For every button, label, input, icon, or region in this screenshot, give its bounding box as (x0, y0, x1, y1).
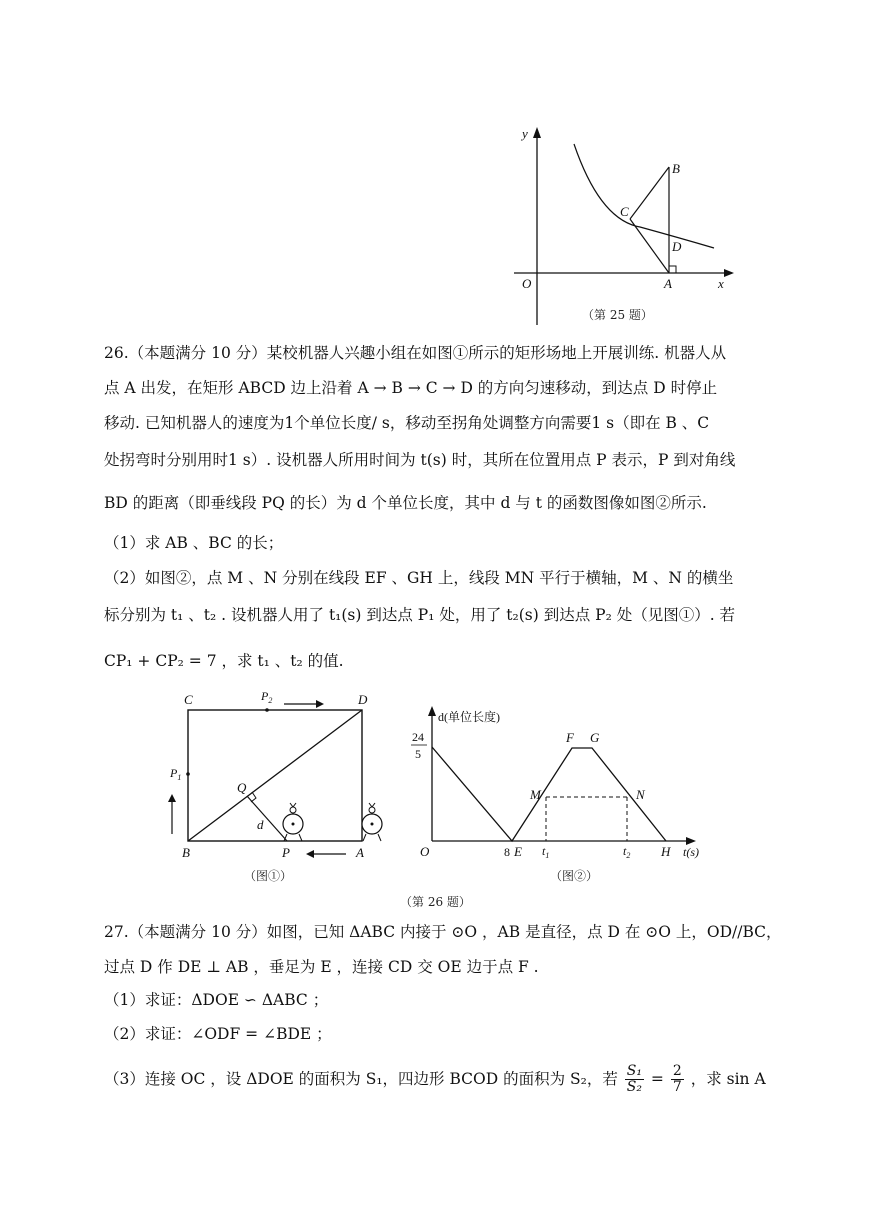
label-d: d (257, 817, 264, 832)
q26-part2-line1: （2）如图②，点 M 、N 分别在线段 EF 、GH 上，线段 MN 平行于横轴，M 、N 的横坐 (104, 569, 734, 587)
q26-part2-line3: CP₁ + CP₂ = 7 ，求 t₁ 、t₂ 的值. (104, 652, 344, 670)
robot-icon (283, 803, 303, 841)
label-C: C (620, 204, 629, 219)
arrow-right-icon (316, 700, 324, 708)
point-P1 (186, 772, 190, 776)
graph-line (432, 747, 666, 841)
figure-26-2 (400, 700, 710, 868)
d-axis-arrow-icon (428, 706, 436, 716)
figure-26-2-caption: （图②） (550, 869, 599, 883)
label-O: O (522, 276, 532, 291)
equals-sign: = (650, 1069, 664, 1088)
label-A: A (356, 845, 364, 860)
hyperbola-curve (574, 144, 714, 248)
q26-line1: 26.（本题满分 10 分）某校机器人兴趣小组在如图①所示的矩形场地上开展训练. 机器人从 (104, 344, 727, 362)
figure-26-caption: （第 26 题） (400, 895, 471, 909)
label-H: H (661, 844, 671, 859)
label-d-axis: d(单位长度) (438, 710, 500, 724)
tick-24: 24 (412, 730, 424, 744)
arrow-left-icon (306, 850, 314, 858)
y-axis-arrow-icon (533, 127, 541, 138)
q27-part3 (104, 1063, 766, 1096)
x-axis-arrow-icon (724, 269, 734, 277)
figure-25 (500, 120, 740, 330)
label-B: B (182, 845, 190, 860)
label-t2: $t_2$ (623, 844, 631, 860)
label-C: C (184, 692, 193, 707)
q26-line2: 点 A 出发，在矩形 ABCD 边上沿着 A → B → C → D 的方向匀速移动，到达点 D 时停止 (104, 379, 718, 397)
q26-line5: BD 的距离（即垂线段 PQ 的长）为 d 个单位长度，其中 d 与 t 的函数图像如图②所示. (104, 494, 707, 512)
t-axis-arrow-icon (686, 837, 696, 845)
figure-26-1 (160, 686, 400, 866)
q27-part3-tail: ，求 sin A (690, 1069, 766, 1088)
segment-CA (630, 219, 669, 273)
point-P2 (265, 708, 269, 712)
q27-line1: 27.（本题满分 10 分）如图，已知 ΔABC 内接于 ⊙O ，AB 是直径，点 D 在 ⊙O 上，OD//BC， (104, 923, 782, 941)
label-P1: $P_1$ (170, 766, 182, 782)
tick-8: 8 (504, 845, 510, 859)
figure-26-1-caption: （图①） (244, 869, 293, 883)
arrow-up-icon (168, 794, 176, 802)
label-y: y (522, 126, 528, 141)
label-x: x (718, 276, 724, 291)
label-O: O (420, 844, 430, 859)
fraction-2-7: $\frac{2}{7}$ (672, 1063, 682, 1096)
label-D: D (672, 239, 682, 254)
label-P: P (282, 845, 290, 860)
label-N: N (636, 787, 645, 802)
fraction-s1-s2: $\frac{\text{S₁}}{\text{S₂}}$ (626, 1063, 642, 1096)
figure-25-caption: （第 25 题） (582, 308, 653, 322)
label-M: M (530, 787, 541, 802)
robot-icon-2 (362, 803, 382, 841)
label-G: G (590, 730, 600, 745)
label-P2: $P_2$ (261, 689, 273, 705)
q27-part1: （1）求证：ΔDOE ∽ ΔABC ； (104, 991, 329, 1009)
q27-part2: （2）求证：∠ODF = ∠BDE ； (104, 1025, 332, 1043)
q26-part1: （1）求 AB 、BC 的长； (104, 534, 284, 552)
label-F: F (566, 730, 574, 745)
q26-line3: 移动. 已知机器人的速度为1个单位长度/ s，移动至拐角处调整方向需要1 s（即在 B 、C (104, 414, 710, 432)
label-B: B (672, 161, 680, 176)
right-angle-mark (669, 266, 676, 273)
segment-BC (630, 167, 669, 219)
q27-line2: 过点 D 作 DE ⊥ AB ，垂足为 E ，连接 CD 交 OE 边于点 F . (104, 958, 539, 976)
label-E: E (514, 844, 522, 859)
label-t1: $t_1$ (542, 844, 550, 860)
label-D: D (358, 692, 368, 707)
tick-5: 5 (415, 747, 421, 761)
q26-line4: 处拐弯时分别用时1 s）. 设机器人所用时间为 t(s) 时，其所在位置用点 P 表示，P 到对角线 (104, 451, 736, 469)
q26-part2-line2: 标分别为 t₁ 、t₂ . 设机器人用了 t₁(s) 到达点 P₁ 处，用了 t₂(s) 到达点 P₂ 处（见图①）. 若 (104, 606, 736, 624)
diagonal-BD (188, 710, 362, 841)
label-Q: Q (237, 780, 247, 795)
q27-part3-text: （3）连接 OC ，设 ΔDOE 的面积为 S₁，四边形 BCOD 的面积为 S₂，若 (104, 1069, 618, 1088)
segment-PQ (247, 796, 287, 841)
label-t-axis: t(s) (683, 845, 699, 859)
label-A: A (664, 276, 672, 291)
